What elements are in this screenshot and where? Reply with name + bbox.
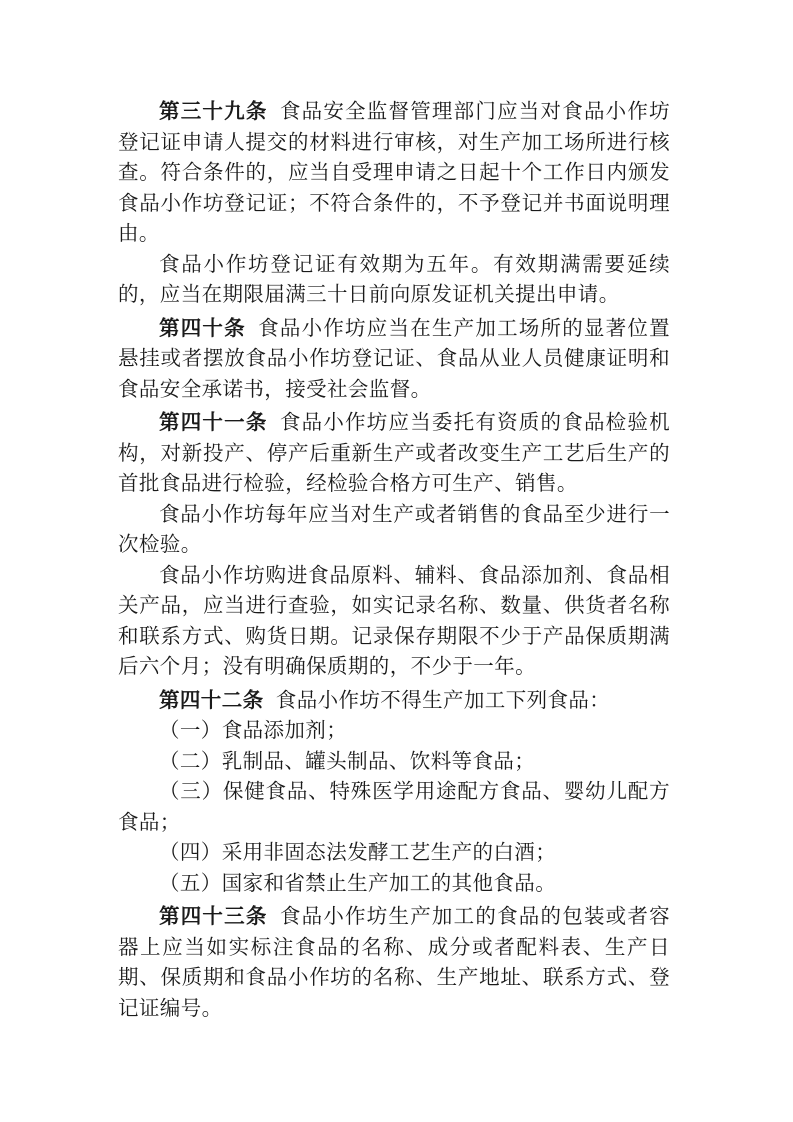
article-43-paragraph-1 xyxy=(118,901,670,1023)
article-39-text-2: 食品小作坊登记证有效期为五年。有效期满需要延续的，应当在期限届满三十日前向原发证机关提出申请。 xyxy=(118,251,670,306)
article-42-item-3: （三）保健食品、特殊医学用途配方食品、婴幼儿配方食品； xyxy=(118,779,670,834)
article-41-text-1: 食品小作坊应当委托有资质的食品检验机构，对新投产、停产后重新生产或者改变生产工艺后生产的首批食品进行检验，经检验合格方可生产、销售。 xyxy=(118,410,670,495)
article-43-text-1: 食品小作坊生产加工的食品的包装或者容器上应当如实标注食品的名称、成分或者配料表、生产日期、保质期和食品小作坊的名称、生产地址、联系方式、登记证编号。 xyxy=(118,904,670,1020)
article-43-number: 第四十三条 xyxy=(159,904,268,928)
article-40-number: 第四十条 xyxy=(159,315,246,340)
article-41-number: 第四十一条 xyxy=(159,410,268,434)
article-42-paragraph-1 xyxy=(118,685,670,716)
article-41-paragraph-3 xyxy=(118,560,670,682)
article-41-text-2: 食品小作坊每年应当对生产或者销售的食品至少进行一次检验。 xyxy=(118,501,670,556)
article-42-item-4: （四）采用非固态法发酵工艺生产的白酒； xyxy=(159,840,557,864)
article-42-text-1: 食品小作坊不得生产加工下列食品： xyxy=(275,687,611,712)
article-40-paragraph-1 xyxy=(118,313,670,405)
article-42-number: 第四十二条 xyxy=(159,687,264,712)
article-39-text-1: 食品安全监督管理部门应当对食品小作坊登记证申请人提交的材料进行审核，对生产加工场所进行核查。符合条件的，应当自受理申请之日起十个工作日内颁发食品小作坊登记证；不符合条件的，不予登记并书面说明理由。 xyxy=(118,99,670,245)
article-39-number: 第三十九条 xyxy=(159,99,268,123)
article-42-item-2: （二）乳制品、罐头制品、饮料等食品； xyxy=(159,748,536,773)
article-41-paragraph-2 xyxy=(118,499,670,560)
article-39-paragraph-2 xyxy=(118,249,670,310)
article-40-text-1: 食品小作坊应当在生产加工场所的显著位置悬挂或者摆放食品小作坊登记证、食品从业人员健康证明和食品安全承诺书，接受社会监督。 xyxy=(118,315,670,401)
article-39-paragraph-1 xyxy=(118,96,670,249)
article-42-item-1: （一）食品添加剂； xyxy=(159,718,348,742)
article-42-item-5: （五）国家和省禁止生产加工的其他食品。 xyxy=(159,870,557,895)
article-41-text-3: 食品小作坊购进食品原料、辅料、食品添加剂、食品相关产品，应当进行查验，如实记录名称、数量、供货者名称和联系方式、购货日期。记录保存期限不少于产品保质期满后六个月；没有明确保质期的，不少于一年。 xyxy=(118,562,670,678)
article-41-paragraph-1 xyxy=(118,407,670,499)
document-page xyxy=(118,96,670,1023)
